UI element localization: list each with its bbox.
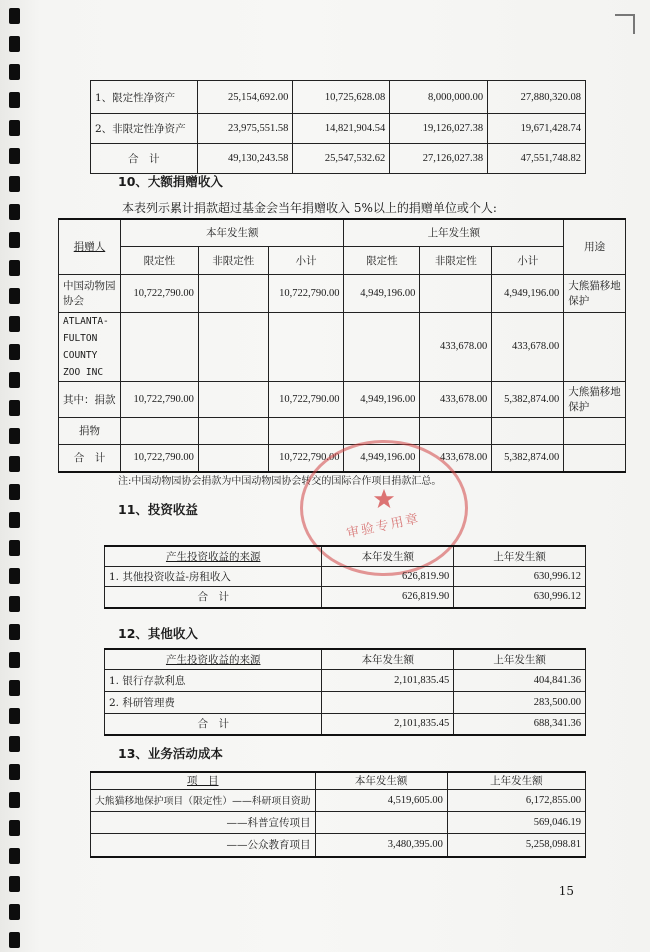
cell-value: 5,382,874.00 [492,381,564,417]
cell-value: 433,678.00 [420,381,492,417]
cell-value: 27,880,320.08 [488,81,586,114]
cell-value: 10,722,790.00 [120,444,198,472]
cell-value: 433,678.00 [420,444,492,472]
purpose-cell [564,417,626,444]
cell-value [120,312,198,381]
row-label: 2、非限定性净资产 [91,114,198,144]
corner-mark [615,14,635,34]
cell-value [198,381,268,417]
purpose-cell: 大熊猫移地保护 [564,381,626,417]
row-label: 1. 其他投资收益-房租收入 [105,566,322,586]
header-donor: 捐赠人 [59,219,121,274]
cell-value: 5,382,874.00 [492,444,564,472]
table-row [105,566,586,586]
cell-value: 27,126,027.38 [390,144,488,174]
table-header-row [59,219,626,246]
binding-hole [9,484,20,500]
cell-value [268,417,344,444]
header-restricted: 限定性 [120,246,198,274]
stamp-text: 审验专用章 [345,511,422,542]
other-income-table [104,648,586,736]
cell-value: 6,172,855.00 [447,789,585,811]
donor-name: 中国动物园协会 [59,274,121,312]
cell-value: 10,722,790.00 [268,274,344,312]
donation-table [58,218,626,473]
cell-value: 5,258,098.81 [447,833,585,857]
table-row [105,691,586,713]
cell-value: 4,949,196.00 [492,274,564,312]
cell-value [198,444,268,472]
binding-hole [9,736,20,752]
cell-value: 2,101,835.45 [322,669,454,691]
binding-hole [9,680,20,696]
section-13-heading: 13、业务活动成本 [118,746,223,761]
cell-value [198,417,268,444]
cell-value [492,417,564,444]
header-current: 本年发生额 [315,772,447,789]
cell-value [198,312,268,381]
table-header-row [105,649,586,669]
row-label: 1、限定性净资产 [91,81,198,114]
table-header-row [105,546,586,566]
cell-value: 4,519,605.00 [315,789,447,811]
cell-value: 25,154,692.00 [197,81,293,114]
cell-value: 283,500.00 [454,691,586,713]
binding-hole [9,876,20,892]
binding-hole [9,568,20,584]
cell-value: 10,722,790.00 [120,274,198,312]
header-current: 本年发生额 [120,219,344,246]
cell-value: 688,341.36 [454,713,586,735]
row-label: ——公众教育项目 [91,833,316,857]
table-row [105,669,586,691]
header-current: 本年发生额 [322,546,454,566]
cell-value [322,691,454,713]
donor-name: 捐物 [59,417,121,444]
binding-hole [9,260,20,276]
cell-value [120,417,198,444]
header-prior: 上年发生额 [344,219,564,246]
net-assets-table [90,80,586,174]
table-row [91,114,586,144]
table-row [59,381,626,417]
binding-hole [9,764,20,780]
binding-hole [9,344,20,360]
binding-hole [9,176,20,192]
row-label: 2. 科研管理费 [105,691,322,713]
page-number: 15 [558,884,574,898]
cell-value: 433,678.00 [492,312,564,381]
section-10-heading: 10、大额捐赠收入 [118,174,223,189]
row-label: 合 计 [105,586,322,608]
table-row [105,586,586,608]
purpose-cell [564,312,626,381]
binding-hole [9,848,20,864]
row-label: 1. 银行存款利息 [105,669,322,691]
header-item: 项 目 [91,772,316,789]
binding-hole [9,372,20,388]
header-restricted: 限定性 [344,246,420,274]
binding-hole [9,708,20,724]
cell-value: 19,671,428.74 [488,114,586,144]
binding-hole [9,8,20,24]
table-row [91,81,586,114]
cell-value [420,274,492,312]
binding-hole [9,652,20,668]
cell-value: 404,841.36 [454,669,586,691]
table-row [91,789,586,811]
cell-value: 2,101,835.45 [322,713,454,735]
cell-value: 4,949,196.00 [344,274,420,312]
cell-value: 630,996.12 [454,566,586,586]
header-prior: 上年发生额 [454,546,586,566]
table-header-row [91,772,586,789]
cell-value: 8,000,000.00 [390,81,488,114]
binding-hole [9,792,20,808]
table-row [91,144,586,174]
binding-hole [9,456,20,472]
donor-name: ATLANTA-FULTON COUNTY ZOO INC [59,312,121,381]
binding-hole [9,540,20,556]
binding-hole [9,820,20,836]
binding-hole [9,400,20,416]
header-purpose: 用途 [564,219,626,274]
cell-value: 49,130,243.58 [197,144,293,174]
cell-value: 433,678.00 [420,312,492,381]
purpose-cell: 大熊猫移地保护 [564,274,626,312]
investment-income-table [104,545,586,609]
cell-value [198,274,268,312]
binding-hole [9,232,20,248]
cell-value: 47,551,748.82 [488,144,586,174]
binding-hole [9,624,20,640]
cell-value: 25,547,532.62 [293,144,390,174]
donor-name: 合 计 [59,444,121,472]
binding-hole [9,92,20,108]
table-row [59,417,626,444]
binding-hole [9,428,20,444]
header-subtotal: 小计 [492,246,564,274]
cell-value: 10,722,790.00 [268,444,344,472]
cell-value [344,312,420,381]
cell-value: 4,949,196.00 [344,444,420,472]
row-label: 大熊猫移地保护项目（限定性）——科研项目资助 [91,789,316,811]
header-prior: 上年发生额 [447,772,585,789]
table-row [59,312,626,381]
binding-hole [9,316,20,332]
binding-hole [9,288,20,304]
header-subtotal: 小计 [268,246,344,274]
header-unrestricted: 非限定性 [198,246,268,274]
cell-value: 10,722,790.00 [268,381,344,417]
binding-hole [9,932,20,948]
cell-value: 19,126,027.38 [390,114,488,144]
cell-value: 10,722,790.00 [120,381,198,417]
binding-hole [9,36,20,52]
cell-value [315,811,447,833]
binding-hole [9,204,20,220]
table-header-row [59,246,626,274]
purpose-cell [564,444,626,472]
table-row [91,833,586,857]
header-prior: 上年发生额 [454,649,586,669]
cell-value: 4,949,196.00 [344,381,420,417]
header-source: 产生投资收益的来源 [105,649,322,669]
section-10-intro: 本表列示累计捐款超过基金会当年捐赠收入 5%以上的捐赠单位或个人: [122,201,497,215]
cell-value [420,417,492,444]
section-10-note: 注:中国动物园协会捐款为中国动物园协会转交的国际合作项目捐款汇总。 [118,476,442,487]
stamp-star-icon [373,488,395,510]
cell-value: 569,046.19 [447,811,585,833]
row-label: 合 计 [105,713,322,735]
table-row [91,811,586,833]
cell-value: 3,480,395.00 [315,833,447,857]
binding-hole [9,596,20,612]
binding-hole [9,120,20,136]
cell-value: 626,819.90 [322,566,454,586]
section-11-heading: 11、投资收益 [118,502,198,517]
cell-value: 14,821,904.54 [293,114,390,144]
table-row [105,713,586,735]
header-current: 本年发生额 [322,649,454,669]
binding-hole [9,904,20,920]
table-row [59,274,626,312]
header-unrestricted: 非限定性 [420,246,492,274]
row-label: 合 计 [91,144,198,174]
binding-hole [9,148,20,164]
cell-value: 626,819.90 [322,586,454,608]
cell-value: 630,996.12 [454,586,586,608]
section-12-heading: 12、其他收入 [118,626,198,641]
cell-value: 23,975,551.58 [197,114,293,144]
business-cost-table [90,771,586,858]
row-label: ——科普宣传项目 [91,811,316,833]
cell-value [268,312,344,381]
binding-holes [9,0,21,952]
header-source: 产生投资收益的来源 [105,546,322,566]
cell-value: 10,725,628.08 [293,81,390,114]
binding-hole [9,512,20,528]
donor-name: 其中：捐款 [59,381,121,417]
binding-hole [9,64,20,80]
